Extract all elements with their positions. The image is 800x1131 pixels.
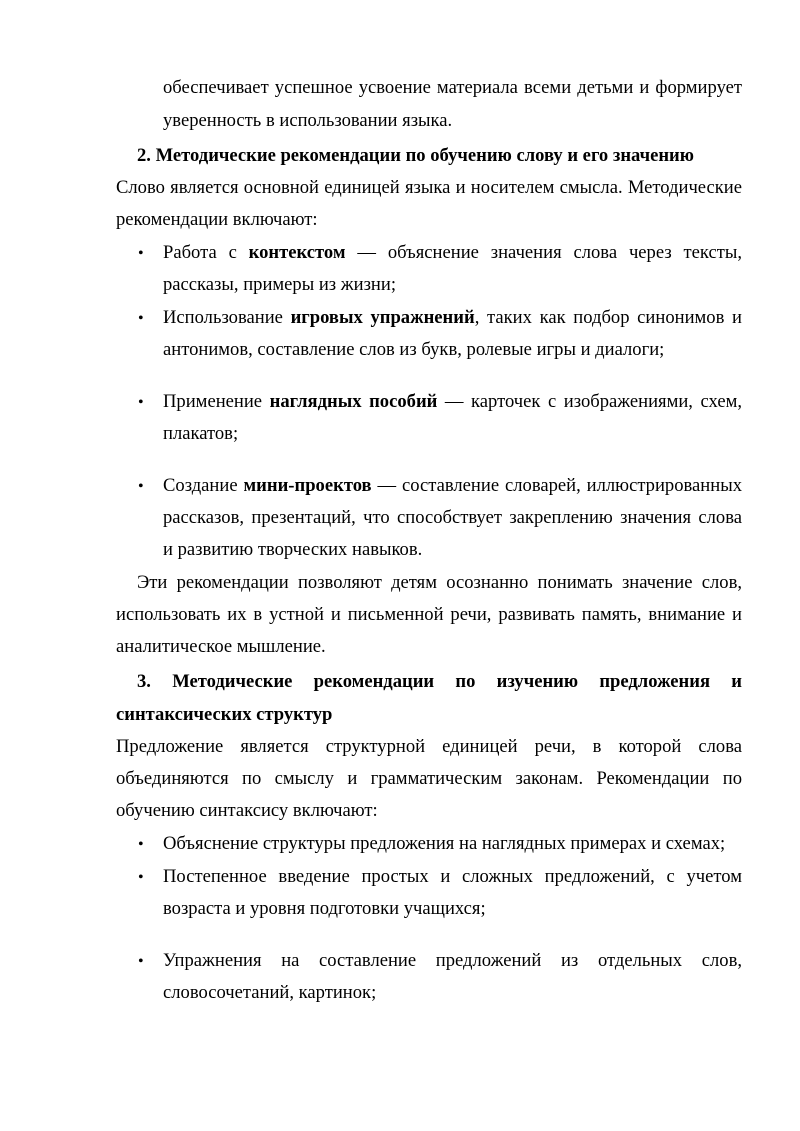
section-2-paragraph-2-line-1: Эти рекомендации позволяют детям осознанно понимать значение слов, (137, 572, 742, 593)
bold-term: игровых упражнений (290, 307, 475, 328)
list-item-structure-line-1: Объяснение структуры предложения на наглядных примерах и схемах; (163, 833, 726, 854)
section-2-paragraph-1-line-2: рекомендации включают: (116, 209, 318, 230)
section-2-paragraph-2-line-2: использовать их в устной и письменной речи, развивать память, внимание и (116, 604, 742, 625)
section-3-heading-line-1: 3. Методические рекомендации по изучению предложения и (137, 671, 742, 692)
section-3-paragraph-1-line-3: обучению синтаксису включают: (116, 800, 378, 821)
section-3-paragraph-1-line-2: объединяются по смыслу и грамматическим законам. Рекомендации по (116, 768, 742, 789)
bullet-marker: • (138, 394, 144, 411)
section-2-paragraph-2-line-3: аналитическое мышление. (116, 636, 326, 657)
list-item-visual-aids-line-2: плакатов; (163, 423, 239, 444)
list-item-mini-projects-line-3: и развитию творческих навыков. (163, 539, 423, 560)
section-3-heading-line-2: синтаксических структур (116, 704, 333, 725)
list-item-visual-aids-line-1: Применение наглядных пособий — карточек с изображениями, схем, (163, 391, 743, 412)
bold-term: наглядных пособий (269, 391, 438, 412)
list-item-gradual-line-2: возраста и уровня подготовки учащихся; (163, 898, 486, 919)
list-item-context-line-2: рассказы, примеры из жизни; (163, 274, 397, 295)
bullet-marker: • (138, 953, 144, 970)
bold-term: мини-проектов (243, 475, 372, 496)
list-item-mini-projects-line-2: рассказов, презентаций, что способствует закреплению значения слова (163, 507, 742, 528)
list-item-exercises-line-1: Упражнения на составление предложений из отдельных слов, (163, 950, 742, 971)
bold-term: контекстом (248, 242, 346, 263)
list-item-mini-projects-line-1: Создание мини-проектов — составление словарей, иллюстрированных (163, 475, 742, 496)
bullet-marker: • (138, 836, 144, 853)
list-item-games-line-1: Использование игровых упражнений, таких как подбор синонимов и (163, 307, 742, 328)
bullet-marker: • (138, 478, 144, 495)
list-item-context-line-1: Работа с контекстом — объяснение значения слова через тексты, (163, 242, 742, 263)
bullet-marker: • (138, 245, 144, 262)
bullet-marker: • (138, 869, 144, 886)
bullet-marker: • (138, 310, 144, 327)
list-item-exercises-line-2: словосочетаний, картинок; (163, 982, 377, 1003)
section-2-paragraph-1-line-1: Слово является основной единицей языка и носителем смысла. Методические (116, 177, 742, 198)
section-3-paragraph-1-line-1: Предложение является структурной единицей речи, в которой слова (116, 736, 742, 757)
section-2-heading: 2. Методические рекомендации по обучению слову и его значению (137, 145, 694, 166)
intro-line-1: обеспечивает успешное усвоение материала всеми детьми и формирует (163, 77, 742, 98)
intro-line-2: уверенность в использовании языка. (163, 110, 453, 131)
list-item-gradual-line-1: Постепенное введение простых и сложных предложений, с учетом (163, 866, 742, 887)
list-item-games-line-2: антонимов, составление слов из букв, ролевые игры и диалоги; (163, 339, 665, 360)
